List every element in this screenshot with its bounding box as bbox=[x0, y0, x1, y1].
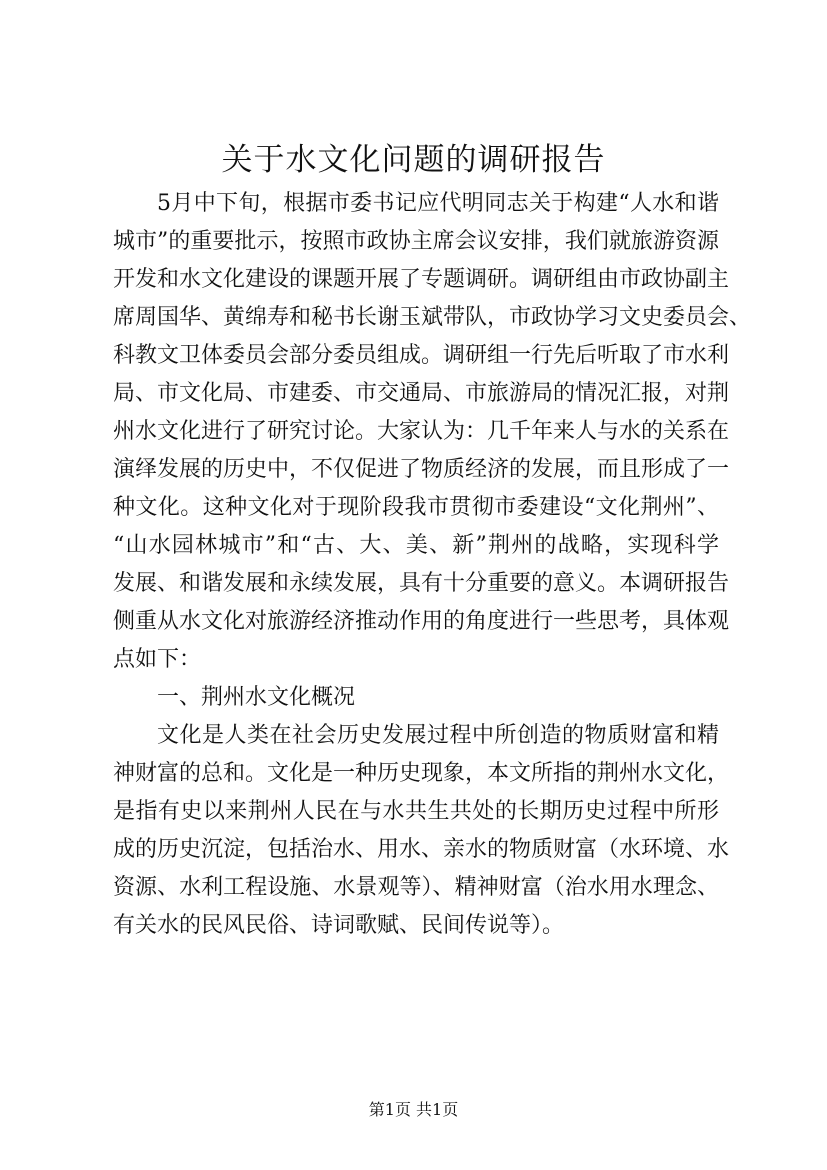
paragraph-line: 开发和水文化建设的课题开展了专题调研。调研组由市政协副主 bbox=[113, 267, 730, 292]
paragraph-line: 点如下： bbox=[113, 647, 202, 672]
paragraph-line: 文化是人类在社会历史发展过程中所创造的物质财富和精 bbox=[157, 723, 719, 748]
paragraph-line: 神财富的总和。文化是一种历史现象，本文所指的荆州水文化， bbox=[113, 761, 730, 786]
paragraph-line: 科教文卫体委员会部分委员组成。调研组一行先后听取了市水利 bbox=[113, 343, 730, 368]
section-heading: 一、荆州水文化概况 bbox=[157, 685, 356, 710]
paragraph-line: 是指有史以来荆州人民在与水共生共处的长期历史过程中所形 bbox=[113, 799, 719, 824]
page-footer: 第1页 共1页 bbox=[368, 1100, 459, 1119]
paragraph-line: 局、市文化局、市建委、市交通局、市旅游局的情况汇报，对荆 bbox=[113, 381, 730, 406]
paragraph-line: 5月中下旬，根据市委书记应代明同志关于构建“人水和谐 bbox=[157, 191, 719, 216]
paragraph-line: 有关水的民风民俗、诗词歌赋、民间传说等）。 bbox=[113, 913, 565, 938]
paragraph-line: 资源、水利工程设施、水景观等）、精神财富（治水用水理念、 bbox=[113, 875, 719, 900]
paragraph-line: 演绎发展的历史中，不仅促进了物质经济的发展，而且形成了一 bbox=[113, 457, 730, 482]
paragraph-line: 种文化。这种文化对于现阶段我市贯彻市委建设“文化荆州”、 bbox=[113, 495, 719, 520]
document-title: 关于水文化问题的调研报告 bbox=[221, 142, 606, 178]
paragraph-line: “山水园林城市”和“古、大、美、新”荆州的战略，实现科学 bbox=[113, 533, 719, 558]
paragraph-line: 城市”的重要批示，按照市政协主席会议安排，我们就旅游资源 bbox=[113, 229, 719, 254]
paragraph-line: 州水文化进行了研究讨论。大家认为：几千年来人与水的关系在 bbox=[113, 419, 730, 444]
document-body bbox=[113, 185, 752, 945]
paragraph-line: 侧重从水文化对旅游经济推动作用的角度进行一些思考，具体观 bbox=[113, 609, 730, 634]
paragraph-line: 发展、和谐发展和永续发展，具有十分重要的意义。本调研报告 bbox=[113, 571, 730, 596]
paragraph-line: 成的历史沉淀，包括治水、用水、亲水的物质财富（水环境、水 bbox=[113, 837, 730, 862]
paragraph-line: 席周国华、黄绵寿和秘书长谢玉斌带队，市政协学习文史委员会、 bbox=[113, 305, 752, 330]
